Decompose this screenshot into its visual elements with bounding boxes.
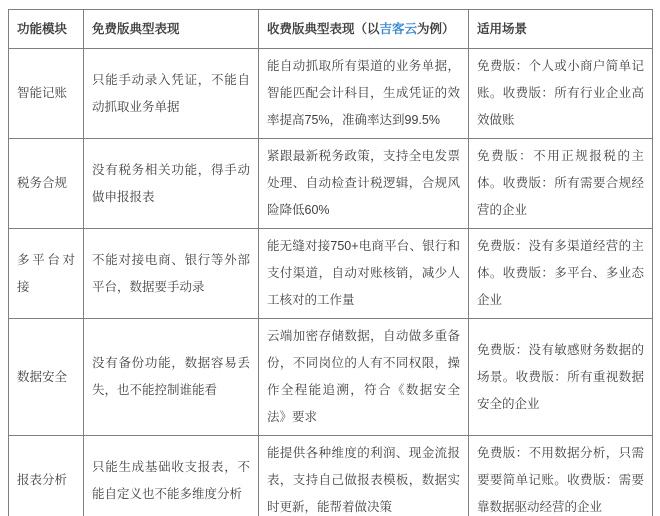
cell-free-version: 只能手动录入凭证，不能自动抓取业务单据 [84, 49, 259, 139]
cell-module: 智能记账 [9, 49, 84, 139]
cell-paid-version: 能无缝对接750+电商平台、银行和支付渠道，自动对账核销，减少人工核对的工作量 [259, 229, 469, 319]
cell-scenario: 免费版：没有敏感财务数据的场景。收费版：所有重视数据安全的企业 [469, 319, 653, 436]
cell-scenario: 免费版：不用正规报税的主体。收费版：所有需要合规经营的企业 [469, 139, 653, 229]
cell-free-version: 不能对接电商、银行等外部平台，数据要手动录 [84, 229, 259, 319]
cell-free-version: 只能生成基础收支报表，不能自定义也不能多维度分析 [84, 436, 259, 516]
col-header-paid [259, 10, 469, 49]
cell-scenario: 免费版：没有多渠道经营的主体。收费版：多平台、多业态企业 [469, 229, 653, 319]
table-row-data-security [9, 319, 653, 436]
table-header-row [9, 10, 653, 49]
cell-paid-version: 紧跟最新税务政策，支持全电发票处理、自动检查计税逻辑，合规风险降低60% [259, 139, 469, 229]
cell-free-version: 没有备份功能，数据容易丢失，也不能控制谁能看 [84, 319, 259, 436]
table-row-report-analysis [9, 436, 653, 516]
cell-module: 多平台对接 [9, 229, 84, 319]
jikeyun-link[interactable]: 吉客云 [379, 21, 418, 36]
table-row-smart-bookkeeping [9, 49, 653, 139]
table-row-tax-compliance [9, 139, 653, 229]
col-header-scenario: 适用场景 [469, 10, 653, 49]
cell-paid-version: 能提供各种维度的利润、现金流报表，支持自己做报表模板，数据实时更新，能帮着做决策 [259, 436, 469, 516]
cell-paid-version: 能自动抓取所有渠道的业务单据，智能匹配会计科目，生成凭证的效率提高75%，准确率达到99.5% [259, 49, 469, 139]
table-row-multi-platform [9, 229, 653, 319]
cell-scenario: 免费版：不用数据分析，只需要要简单记账。收费版：需要靠数据驱动经营的企业 [469, 436, 653, 516]
col-header-module: 功能模块 [9, 10, 84, 49]
cell-module: 税务合规 [9, 139, 84, 229]
paid-header-prefix: 收费版典型表现（以 [267, 21, 380, 36]
cell-module: 报表分析 [9, 436, 84, 516]
cell-scenario: 免费版：个人或小商户简单记账。收费版：所有行业企业高效做账 [469, 49, 653, 139]
cell-free-version: 没有税务相关功能，得手动做申报报表 [84, 139, 259, 229]
feature-comparison-table [8, 9, 653, 516]
paid-header-suffix: 为例） [417, 21, 455, 36]
cell-module: 数据安全 [9, 319, 84, 436]
col-header-free: 免费版典型表现 [84, 10, 259, 49]
cell-paid-version: 云端加密存储数据，自动做多重备份，不同岗位的人有不同权限，操作全程能追溯，符合《数据安全法》要求 [259, 319, 469, 436]
